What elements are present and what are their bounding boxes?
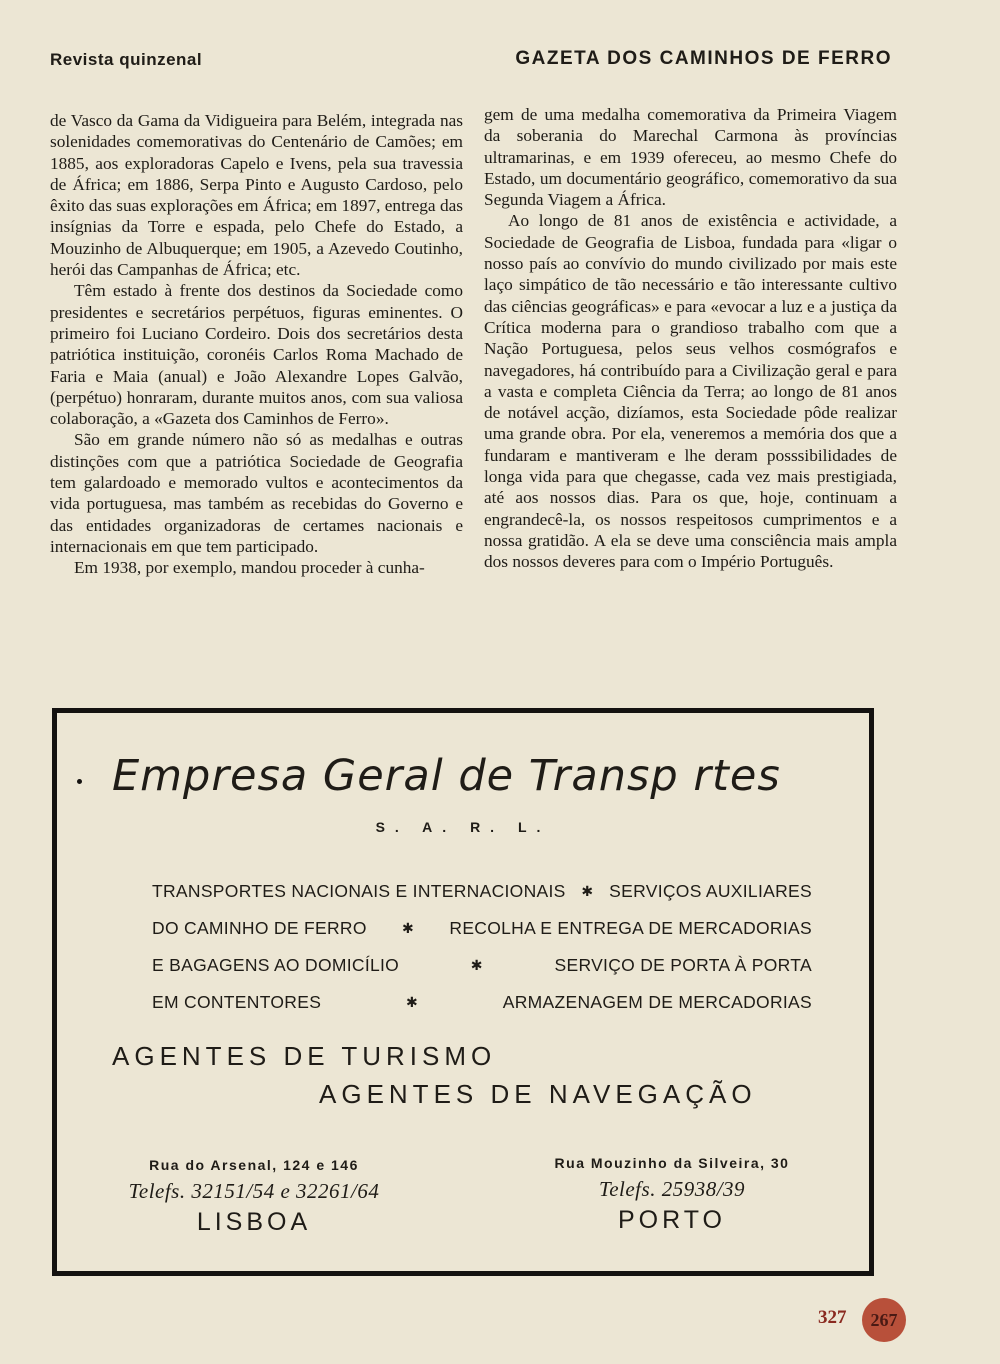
asterisk-icon: ✱ xyxy=(402,920,415,936)
address-lisboa xyxy=(89,1157,419,1237)
service-item: ARMAZENAGEM DE MERCADORIAS xyxy=(502,992,812,1012)
service-item: DO CAMINHO DE FERRO xyxy=(152,918,367,938)
right-column xyxy=(484,104,897,573)
address-city: LISBOA xyxy=(196,1208,312,1236)
paragraph: de Vasco da Gama da Vidigueira para Belém, integrada nas solenidades comemorativas do Centenário de Camões; em 1885, aos exploradoras Capelo e Ivens, pela sua travessia de África; em 1886, Serpa Pinto e Augusto Cardoso, pelo êxito das suas explorações em África; em 1897, entrega das insígnias da Torre e espada, pelo Chefe do Estado, a Mouzinho de Albuquerque; em 1905, a Azevedo Coutinho, herói das Campanhas de África; etc. xyxy=(50,111,463,280)
services-list xyxy=(152,873,812,1021)
stamped-page-number: 267 xyxy=(862,1298,906,1342)
advertisement-box xyxy=(52,708,874,1276)
left-column xyxy=(50,110,463,579)
service-line xyxy=(152,873,812,910)
service-item: EM CONTENTORES xyxy=(152,992,322,1012)
company-name: Empresa Geral de Transp rtes xyxy=(112,751,781,801)
service-line xyxy=(152,910,812,947)
address-porto xyxy=(507,1155,837,1235)
paragraph: Ao longo de 81 anos de existência e actividade, a Sociedade de Geografia de Lisboa, fundada para «ligar o nosso país ao convívio do mundo civilizado por mais este laço simpático de tão necessário e tão interessante cultivo das ciências geográficas» e para «evocar a luz e a justiça da Crítica moderna para o grandioso trabalho com que a Nação Portuguesa, pelos seus velhos cosmógrafos e navegadores, há contribuído para a Civilização geral e para a vasta e completa Ciência da Terra; ao longo de 81 anos de notável acção, dizíamos, esta Sociedade pôde realizar uma grande obra. Por ela, veneremos a memória dos que a fundaram e mantiveram e lhe deram posssibilidades de longa vida para que chegasse, cada vez mais prestigiada, até aos nossos dias. Para os que, hoje, continuam a engrandecê-la, os nossos respeitosos cumprimentos e a nossa gratidão. A ela se deve uma consciência mais ampla dos nossos deveres para com o Império Português. xyxy=(484,211,897,572)
paragraph: Têm estado à frente dos destinos da Sociedade como presidentes e secretários perpétuos, figuras eminentes. O primeiro foi Luciano Cordeiro. Dois dos secretários desta patriótica instituição, coronéis Carlos Roma Machado de Faria e Maia (anual) e João Alexandre Lopes Galvão, (perpétuo) honraram, durante muitos anos, com sua valiosa colaboração, a «Gazeta dos Caminhos de Ferro». xyxy=(50,281,463,429)
agents-tourism: AGENTES DE TURISMO xyxy=(112,1041,497,1071)
service-item: TRANSPORTES NACIONAIS E INTERNACIONAIS xyxy=(152,881,566,901)
bullet-dot xyxy=(77,779,82,784)
header-title: GAZETA DOS CAMINHOS DE FERRO xyxy=(515,48,892,69)
paragraph: gem de uma medalha comemorativa da Primeira Viagem da soberania do Marechal Carmona às províncias ultramarinas, e em 1939 ofereceu, ao mesmo Chefe do Estado, um documentário geográfico, comemorativo da sua Segunda Viagem a África. xyxy=(484,105,897,210)
service-item: SERVIÇO DE PORTA À PORTA xyxy=(554,955,812,975)
address-phones: Telefs. 25938/39 xyxy=(598,1177,746,1201)
address-phones: Telefs. 32151/54 e 32261/64 xyxy=(128,1179,380,1203)
address-city: PORTO xyxy=(618,1206,726,1234)
agents-navigation: AGENTES DE NAVEGAÇÃO xyxy=(319,1079,757,1109)
asterisk-icon: ✱ xyxy=(581,883,594,899)
page-number: 327 xyxy=(818,1307,847,1328)
service-line xyxy=(152,947,812,984)
service-line xyxy=(152,984,812,1021)
service-item: E BAGAGENS AO DOMICÍLIO xyxy=(152,955,400,975)
company-sarl: S. A. R. L. xyxy=(375,819,551,835)
header-left: Revista quinzenal xyxy=(50,50,203,69)
paragraph: São em grande número não só as medalhas e outras distinções com que a patriótica Sociedade de Geografia tem galardoado e memorado vultos e acontecimentos da vida portuguesa, mas também as recebidas do Governo e das entidades organizadoras de certames nacionais e internacionais em que tem participado. xyxy=(50,430,463,556)
asterisk-icon: ✱ xyxy=(405,994,418,1010)
service-item: SERVIÇOS AUXILIARES xyxy=(609,881,812,901)
paragraph: Em 1938, por exemplo, mandou proceder à cunha- xyxy=(74,558,425,578)
service-item: RECOLHA E ENTREGA DE MERCADORIAS xyxy=(449,918,812,938)
address-street: Rua do Arsenal, 124 e 146 xyxy=(149,1157,359,1173)
address-street: Rua Mouzinho da Silveira, 30 xyxy=(554,1155,790,1171)
asterisk-icon: ✱ xyxy=(470,957,483,973)
